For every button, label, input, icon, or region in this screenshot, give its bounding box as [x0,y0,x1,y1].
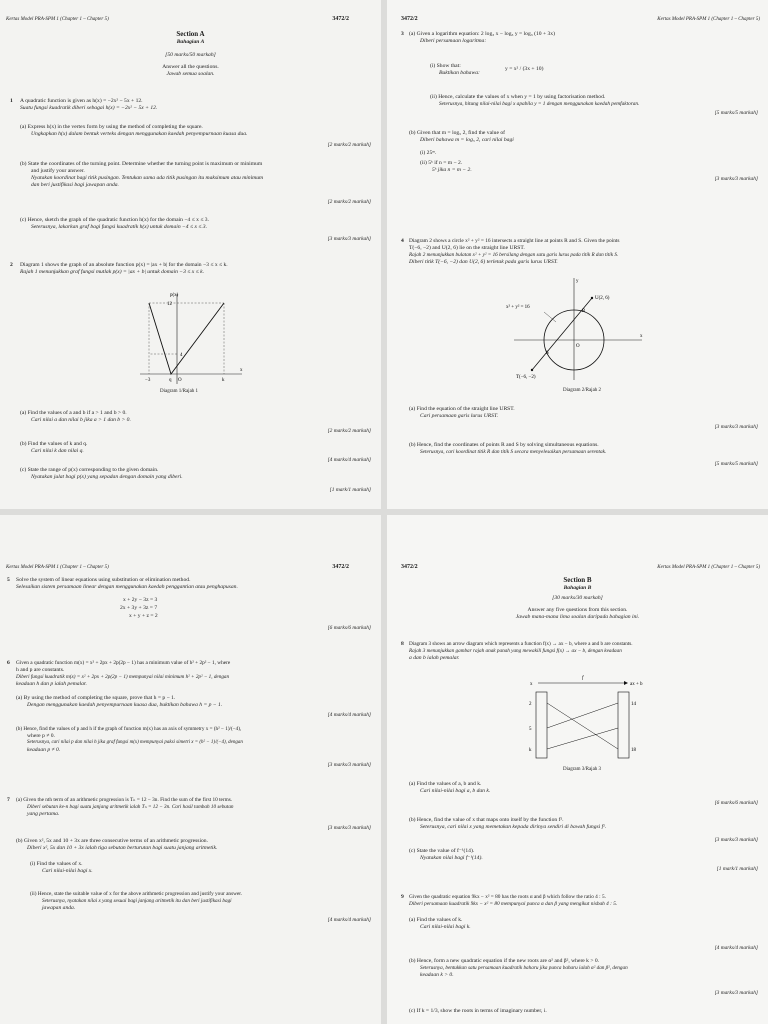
marks-label: [3 marks/3 markah] [327,236,371,242]
question-part: (b) State the coordinates of the turning point. Determine whether the turning point is maximum or minimum [20,161,263,167]
origin-label: O [576,344,580,349]
question-part-malay: Seterusnya, cari nilai p dan nilai h jika graf fungsi m(x) mempunyai paksi simetri x = (h² − 1)/(−4), dengan [27,740,243,745]
sub-question: (i) Find the values of x. [30,861,83,867]
section-title-malay: Bahagian A [176,39,205,45]
mapping-5-14 [547,703,618,728]
domain-value-5: 5 [529,727,532,732]
marks-label: [1 mark/1 markah] [329,487,371,493]
question-part-malay: Seterusnya, bentukkan satu persamaan kuadratik baharu jika punca baharu ialah α² dan β², dengan [420,965,628,971]
question-text-malay: Suatu fungsi kuadratik diberi sebagai h(x) = −2x² − 5x + 12. [20,105,158,111]
question-part-malay: Diberi x², 5x dan 10 + 3x ialah tiga sebutan berturutan bagi suatu janjang aritmetik. [27,845,218,851]
question-text: h and p are constants. [16,667,65,673]
label-k: k [222,378,225,383]
codomain-value-14: 14 [631,702,636,707]
label-neg3: −3 [145,378,151,383]
question-part-malay: Nyatakan julat bagi p(x) yang sepadan dengan domain yang diberi. [31,474,183,480]
question-text-malay: Diberi persamaan kuadratik 9kx − x² = 80 mempunyai punca α dan β yang mengikut nisbah 4 : 5. [409,901,618,907]
codomain-box [618,692,629,758]
question-number: 3 [401,31,404,37]
page-k2-4 [0,515,381,1024]
page-k2-5 [387,515,768,1024]
marks-label: [5 marks/5 markah] [714,461,758,467]
question-text-malay: Rajah 2 menunjukkan bulatan x² + y² = 16 bersilang dengan satu garis lurus pada titik R dan titik S. [409,252,619,258]
question-text: A quadratic function is given as h(x) = −2x² − 5x + 12. [20,98,143,104]
equation: y = x² / (3x + 10) [505,66,544,72]
marks-label: [6 marks/6 markah] [327,625,371,631]
sub-question-malay: jawapan anda. [42,905,76,911]
point-s-label: S [546,351,549,356]
mapping-2-18 [547,703,618,749]
question-part: (a) Given the nth term of an arithmetic progression is Tₙ = 12 − 3n. Find the sum of the first 10 terms. [16,797,233,803]
marks-label: [4 marks/4 markah] [327,457,371,463]
graph-line [149,303,224,374]
sub-question: (ii) Hence, calculate the values of x when y = 1 by using factorisation method. [430,94,606,100]
point-t-label: T(−6, −2) [516,375,536,380]
question-part: (b) Find the values of k and q. [20,441,88,447]
question-part: (a) By using the method of completing the square, prove that h = p − 1. [16,695,176,701]
sub-question-malay: Seterusnya, hitung nilai-nilai bagi x apabila y = 1 dengan menggunakan kaedah pemfaktoran. [439,101,640,107]
question-part-malay: Diberi bahawa m = log₅ 2, cari nilai bagi [420,137,514,143]
label-origin: O [178,378,182,383]
question-part-malay: Cari nilai-nilai bagi a, b dan k. [420,788,491,794]
section-marks: [30 marks/30 markah] [552,595,603,601]
sub-question-malay: Buktikan bahawa: [439,70,480,76]
question-part: (a) Express h(x) in the vertex form by using the method of completing the square. [20,124,203,130]
question-part: (a) Given a logarithm equation: 2 log₃ x − log₃ y = log₃ (10 + 3x) [409,31,555,37]
question-part-malay: Nyatakan nilai bagi f⁻¹(14). [420,855,483,861]
question-part-malay: Cari nilai k dan nilai q. [31,448,84,454]
label-x: x [240,368,243,373]
label-4: 4 [180,353,183,358]
question-part: and justify your answer. [31,168,85,174]
question-text: Diagram 2 shows a circle x² + y² = 16 intersects a straight line at points R and S. Given the points [409,238,620,244]
question-part-malay: Diberi persamaan logaritma: [420,38,487,44]
question-part: (b) Given x², 5x and 10 + 3x are three consecutive terms of an arithmetic progression. [16,838,209,844]
question-number: 1 [10,98,13,104]
marks-label: [4 marks/4 markah] [327,917,371,923]
question-part: (a) Find the values of k. [409,917,463,923]
mapping-k [547,728,618,749]
marks-label: [3 marks/3 markah] [714,424,758,430]
question-part: (c) If k = 1/3, show the roots in terms of imaginary number, i. [409,1008,547,1014]
question-number: 4 [401,238,404,244]
label-12: 12 [167,302,172,307]
page-k2-3 [387,0,768,509]
diagram-caption: Diagram 2/Rajah 2 [563,388,602,393]
question-part-malay: Dengan menggunakan kaedah penyempurnaan kuasa dua, buktikan bahawa h = p − 1. [27,702,223,708]
question-text-malay: Rajah 3 menunjukkan gambar rajah anak panah yang mewakili fungsi f(x) → ax − b, dengan keadaan [409,648,622,654]
paper-code: 3472/2 [401,564,418,570]
marks-label: [4 marks/4 markah] [327,712,371,718]
question-number: 9 [401,894,404,900]
question-part-malay: Seterusnya, cari koordinat titik R dan titik S secara menyelesaikan persamaan serentak. [420,449,607,455]
instruction-malay: Jawab semua soalan. [166,71,215,77]
equation-3: x + y + z = 2 [129,613,158,619]
question-part-malay: Cari nilai-nilai bagi k. [420,924,471,930]
question-part: (c) Hence, sketch the graph of the quadratic function h(x) for the domain −4 ≤ x ≤ 3. [20,217,210,223]
marks-label: [2 marks/2 markah] [327,142,371,148]
sub-question-malay: 5ᵏ jika n = m − 2. [432,167,472,173]
question-part-malay: Cari persamaan garis lurus URST. [420,413,499,419]
sub-question: (ii) Hence, state the suitable value of x for the above arithmetic progression and justify your answer. [30,891,243,897]
question-part-malay: Diberi sebutan ke-n bagi suatu janjang aritmetik ialah Tₙ = 12 − 3n. Cari hasil tambah 10 sebutan [27,804,234,810]
question-text: T(−6, −2) and U(2, 6) lie on the straight line URST. [409,245,525,251]
domain-value-2: 2 [529,702,532,707]
section-title-malay: Bahagian B [563,585,592,591]
question-part-malay: yang pertama. [27,811,60,817]
marks-label: [5 marks/5 markah] [714,110,758,116]
paper-code: 3472/2 [332,564,349,570]
question-text-malay: Selesaikan sistem persamaan linear dengan menggunakan kaedah penggantian atau penghapusan. [16,584,238,590]
arrow-head [624,681,628,685]
sub-question: (i) Show that: [430,63,461,69]
page-header: Kertas Model PRA-SPM 1 (Chapter 1 – Chapter 5) [6,17,109,22]
y-axis-label: y [576,279,579,284]
question-text-malay: Diberi titik T(−6, −2) dan U(2, 6) terletak pada garis lurus URST. [409,259,558,265]
instruction-malay: Jawab mana-mana lima soalan daripada bahagian ini. [515,614,640,620]
question-part: (c) State the range of p(x) corresponding to the given domain. [20,467,159,473]
question-part: (b) Hence, find the value of x that maps onto itself by the function f². [409,817,564,823]
question-part: (a) Find the values of a and b if a > 1 and b > 0. [20,410,127,416]
question-part: (a) Find the values of a, b and k. [409,781,482,787]
page-k2-2 [0,0,381,509]
point-r-label: R [582,309,586,314]
marks-label: [3 marks/3 markah] [327,825,371,831]
domain-label: x [530,682,533,687]
equation-2: 2x + 3y + 3z = 7 [120,605,158,611]
question-number: 2 [10,262,13,268]
paper-code: 3472/2 [332,16,349,22]
question-part-malay: dan beri justifikasi bagi jawapan anda. [31,182,119,188]
marks-label: [4 marks/4 markah] [714,945,758,951]
question-part: (b) Hence, form a new quadratic equation if the new roots are α² and β², where k > 0. [409,958,600,964]
question-number: 8 [401,641,404,647]
diagram-caption: Diagram 1/Rajah 1 [160,389,199,394]
page-header: Kertas Model PRA-SPM 1 (Chapter 1 – Chapter 5) [657,17,760,22]
marks-label: [6 marks/6 markah] [714,800,758,806]
question-part: (c) State the value of f⁻¹(14). [409,848,475,854]
sub-question: (i) 25ᵐ. [420,150,437,156]
codomain-value-18: 18 [631,748,636,753]
marks-label: [3 marks/3 markah] [327,762,371,768]
page-header: Kertas Model PRA-SPM 1 (Chapter 1 – Chapter 5) [6,565,109,570]
paper-code: 3472/2 [401,16,418,22]
circle-line-diagram [502,272,652,384]
x-axis-label: x [640,334,643,339]
question-text: Solve the system of linear equations using substitution or elimination method. [16,577,191,583]
arrow-diagram [522,670,652,765]
point-u [591,297,593,299]
page-header: Kertas Model PRA-SPM 1 (Chapter 1 – Chapter 5) [657,565,760,570]
marks-label: [1 mark/1 markah] [716,866,758,872]
question-text-malay: a dan b ialah pemalar. [409,655,460,661]
question-text: Diagram 3 shows an arrow diagram which represents a function f(x) → ax − b, where a and b are constants. [409,641,633,647]
question-text: Given a quadratic function m(x) = x² + 2px + 2p(2p − 1) has a minimum value of h² + 2p² − 1, where [16,660,231,666]
label-q: q [169,378,172,383]
domain-box [536,692,547,758]
question-number: 6 [7,660,10,666]
question-text-malay: Rajah 1 menunjukkan graf fungsi mutlak p(x) = |ax + b| untuk domain −3 ≤ x ≤ k. [20,269,204,275]
question-text: Diagram 1 shows the graph of an absolute function p(x) = |ax + b| for the domain −3 ≤ x ≤ k. [20,262,228,268]
question-number: 7 [7,797,10,803]
sub-question-malay: Cari nilai-nilai bagi x. [42,868,93,874]
sub-question-malay: Seterusnya, nyatakan nilai x yang sesuai bagi janjang aritmetik itu dan beri justifikasi bagi [42,898,232,904]
question-part: (b) Given that m = log₅ 2, find the value of [409,130,505,136]
function-label: f [582,676,584,681]
section-marks: [50 marks/50 markah] [165,52,216,58]
instruction: Answer any five questions from this section. [527,607,628,613]
marks-label: [2 marks/2 markah] [327,199,371,205]
question-part-malay: keadaan k > 0. [420,972,454,978]
question-part-malay: Seterusnya, lakarkan graf bagi fungsi kuadratik h(x) untuk domain −4 ≤ x ≤ 3. [31,224,207,230]
point-u-label: U(2, 6) [595,296,610,301]
marks-label: [3 marks/3 markah] [714,990,758,996]
question-part: (b) Hence, find the coordinates of points R and S by solving simultaneous equations. [409,442,599,448]
question-part-malay: Nyatakan koordinat bagi titik pusingan. Tentukan sama ada titik pusingan itu maksimum atau minimum [31,175,264,181]
question-text: Given the quadratic equation 9kx − x² = 80 has the roots α and β which follow the ratio 4 : 5. [409,894,606,900]
question-part: (b) Hence, find the values of p and h if the graph of function m(x) has an axis of symmetry x = (h² − 1)/(−4), [16,726,242,732]
equation-1: x + 2y − 3z = 3 [123,597,158,603]
question-part-malay: keadaan p ≠ 0. [27,747,61,753]
circle-equation-label: x² + y² = 16 [506,305,530,310]
question-part: (a) Find the equation of the straight line URST. [409,406,515,412]
diagram-caption: Diagram 3/Rajah 3 [563,767,602,772]
question-text-malay: Diberi fungsi kuadratik m(x) = x² + 2px + 2p(2p − 1) mempunyai nilai minimum h² + 2p² − 1, dengan [16,674,230,680]
marks-label: [2 marks/2 markah] [327,428,371,434]
marks-label: [3 marks/3 markah] [714,837,758,843]
question-text-malay: keadaan h dan p ialah pemalar. [16,681,87,687]
section-title: Section B [563,576,592,584]
question-part-malay: Cari nilai a dan nilai b jika a > 1 dan b > 0. [31,417,131,423]
section-title: Section A [176,30,205,38]
point-t [531,369,533,371]
question-number: 5 [7,577,10,583]
absolute-function-graph [130,288,250,388]
question-part-malay: Seterusnya, cari nilai x yang memetakan kepada dirinya sendiri di bawah fungsi f². [420,824,607,830]
domain-value-k: k [529,748,532,753]
y-axis-label: p(x) [170,293,179,298]
sub-question: (ii) 5ᵏ if n = m − 2. [420,160,463,166]
codomain-label: ax + b [630,682,643,687]
marks-label: [3 marks/3 markah] [714,176,758,182]
question-part: where p ≠ 0. [27,733,55,739]
instruction: Answer all the questions. [162,64,219,70]
question-part-malay: Ungkapkan h(x) dalam bentuk verteks dengan menggunakan kaedah penyempurnaan kuasa dua. [31,131,248,137]
